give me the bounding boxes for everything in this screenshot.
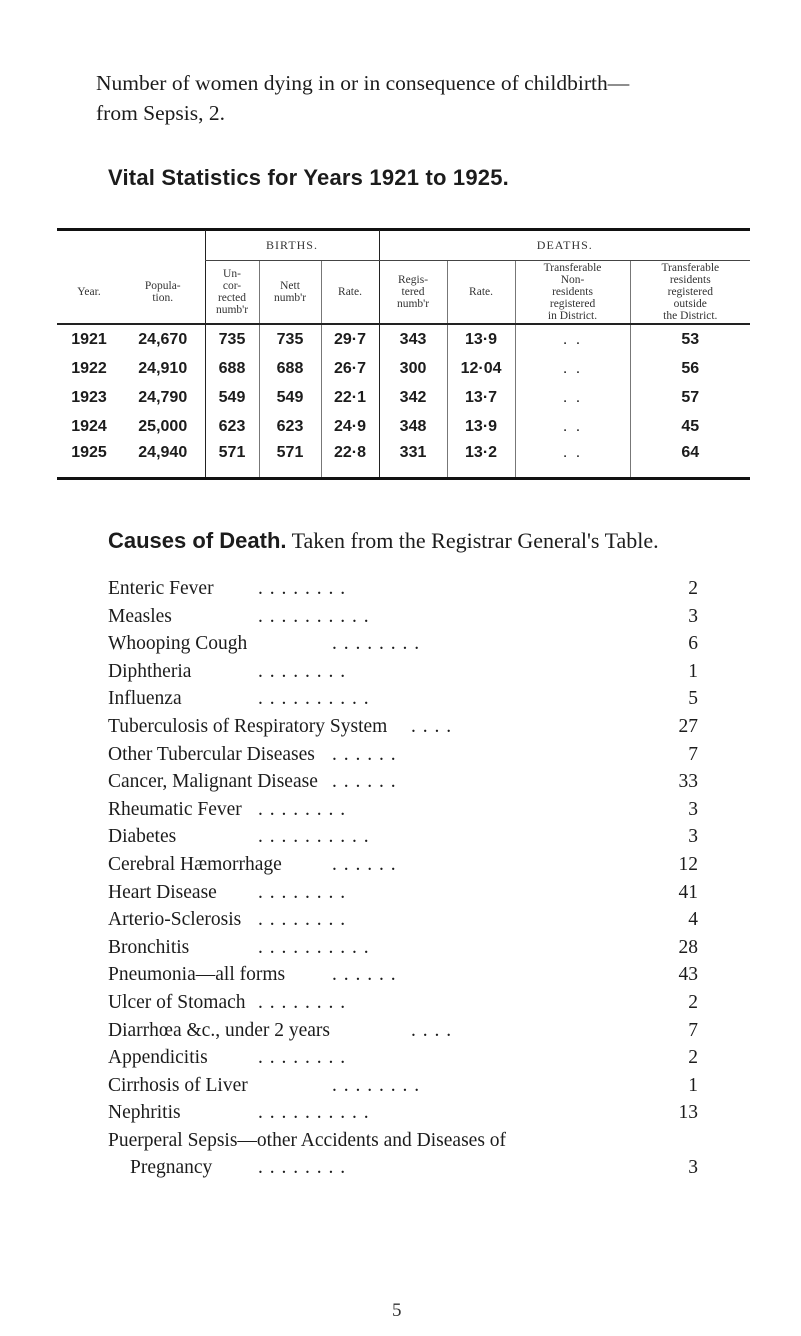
uncorrected-births-cell: 623 [205, 412, 259, 441]
cause-count: 3 [688, 826, 698, 848]
cause-name: Cirrhosis of Liver [108, 1074, 248, 1096]
table-row [57, 383, 750, 412]
cause-leader-dots: . . . . . . . . [258, 1157, 347, 1179]
birth-rate-cell: 29·7 [321, 324, 379, 354]
col-registered-header: Regis- tered numb'r [379, 261, 447, 325]
nett-births-cell: 549 [259, 383, 321, 412]
cause-count: 6 [688, 633, 698, 655]
page-number: 5 [392, 1300, 402, 1321]
cause-leader-dots: . . . . . . . . . . [258, 688, 370, 710]
cause-count: 27 [678, 715, 698, 737]
uncorrected-births-cell: 688 [205, 354, 259, 383]
registered-deaths-cell: 342 [379, 383, 447, 412]
cause-name: Bronchitis [108, 936, 190, 958]
list-item [108, 713, 708, 741]
list-item [108, 879, 708, 907]
population-cell: 25,000 [138, 417, 188, 435]
death-rate-cell: 13·9 [447, 324, 515, 354]
death-rate-cell: 13·2 [447, 441, 515, 479]
year-cell: 1924 [71, 417, 107, 435]
cause-name: Cancer, Malignant Disease [108, 771, 318, 793]
causes-title-bold: Causes of Death. [108, 528, 287, 553]
cause-count: 5 [688, 688, 698, 710]
intro-line-1: Number of women dying in or in consequence of childbirth— [96, 71, 630, 95]
registered-deaths-cell: 300 [379, 354, 447, 383]
col-non-residents-header: Transferable Non- residents registered in District. [515, 261, 630, 325]
cause-name: Influenza [108, 688, 182, 710]
residents-outside-cell: 45 [630, 412, 750, 441]
col-uncorrected-header: Un- cor- rected numb'r [205, 261, 259, 325]
list-item [108, 906, 708, 934]
birth-rate-cell: 24·9 [321, 412, 379, 441]
residents-outside-cell: 56 [630, 354, 750, 383]
cause-count: 41 [678, 881, 698, 903]
table-row [57, 354, 750, 383]
list-item [108, 685, 708, 713]
cause-leader-dots: . . . . . . [332, 743, 397, 765]
col-death-rate-header: Rate. [447, 261, 515, 325]
table-row [57, 412, 750, 441]
registered-deaths-cell: 331 [379, 441, 447, 479]
cause-leader-dots: . . . . . . [332, 964, 397, 986]
births-group-header: BIRTHS. [205, 230, 379, 261]
cause-count: 1 [688, 660, 698, 682]
cause-name: Nephritis [108, 1102, 181, 1124]
population-cell: 24,670 [138, 330, 188, 348]
cause-leader-dots: . . . . . . . . [258, 798, 347, 820]
deaths-group-header: DEATHS. [379, 230, 750, 261]
list-item [108, 823, 708, 851]
cause-leader-dots: . . . . . . . . [258, 1047, 347, 1069]
non-residents-cell: . . [515, 441, 630, 479]
col-population-header: Popula- tion. [121, 261, 205, 325]
cause-name: Measles [108, 605, 172, 627]
list-item [108, 1072, 708, 1100]
cause-leader-dots: . . . . [411, 1019, 453, 1041]
cause-leader-dots: . . . . . . . . [258, 991, 347, 1013]
cause-name: Cerebral Hæmorrhage [108, 853, 282, 875]
cause-count: 2 [688, 578, 698, 599]
list-item [108, 989, 708, 1017]
list-item [108, 1044, 708, 1072]
cause-count: 2 [688, 991, 698, 1013]
non-residents-cell: . . [515, 383, 630, 412]
cause-name: Appendicitis [108, 1047, 208, 1069]
cause-name: Whooping Cough [108, 633, 248, 655]
uncorrected-births-cell: 735 [205, 324, 259, 354]
cause-name: Other Tubercular Diseases [108, 743, 315, 765]
table-row [57, 324, 750, 354]
non-residents-cell: . . [515, 412, 630, 441]
registered-deaths-cell: 348 [379, 412, 447, 441]
intro-line-2: from Sepsis, 2. [96, 101, 225, 125]
residents-outside-cell: 57 [630, 383, 750, 412]
cause-name: Diphtheria [108, 660, 192, 682]
cause-count: 33 [678, 771, 698, 793]
cause-leader-dots: . . . . . . . . . . [258, 826, 370, 848]
list-item [108, 575, 708, 603]
col-birth-rate-header: Rate. [321, 261, 379, 325]
intro-paragraph [96, 68, 776, 128]
cause-leader-dots: . . . . . . . . [258, 909, 347, 931]
birth-rate-cell: 22·1 [321, 383, 379, 412]
nett-births-cell: 623 [259, 412, 321, 441]
cause-name-continued: Pregnancy [130, 1157, 213, 1179]
nett-births-cell: 688 [259, 354, 321, 383]
col-year-header: Year. [57, 261, 121, 325]
cause-name: Arterio-Sclerosis [108, 909, 242, 931]
cause-name: Diabetes [108, 826, 177, 848]
year-cell: 1922 [71, 359, 107, 377]
cause-leader-dots: . . . . . . [332, 771, 397, 793]
cause-count: 3 [688, 605, 698, 627]
cause-name: Ulcer of Stomach [108, 991, 246, 1013]
table-row [57, 441, 750, 479]
birth-rate-cell: 22·8 [321, 441, 379, 479]
cause-name: Tuberculosis of Respiratory System [108, 715, 388, 737]
cause-leader-dots: . . . . . . . . [258, 660, 347, 682]
list-item [108, 630, 708, 658]
cause-count: 13 [678, 1102, 698, 1124]
cause-count: 3 [688, 798, 698, 820]
death-rate-cell: 13·7 [447, 383, 515, 412]
list-item [108, 1099, 708, 1127]
cause-name: Heart Disease [108, 881, 217, 903]
list-item [108, 934, 708, 962]
uncorrected-births-cell: 549 [205, 383, 259, 412]
cause-leader-dots: . . . . . . [332, 853, 397, 875]
cause-count: 7 [688, 1019, 698, 1041]
list-item [108, 851, 708, 879]
registered-deaths-cell: 343 [379, 324, 447, 354]
uncorrected-births-cell: 571 [205, 441, 259, 479]
cause-name: Diarrhœa &c., under 2 years [108, 1019, 330, 1041]
year-cell: 1923 [71, 388, 107, 406]
table-group-header [57, 230, 750, 261]
cause-name: Rheumatic Fever [108, 798, 242, 820]
cause-count: 2 [688, 1047, 698, 1069]
list-item [108, 1127, 708, 1182]
list-item [108, 603, 708, 631]
non-residents-cell: . . [515, 324, 630, 354]
death-rate-cell: 13·9 [447, 412, 515, 441]
cause-count: 7 [688, 743, 698, 765]
col-nett-header: Nett numb'r [259, 261, 321, 325]
list-item [108, 741, 708, 769]
population-cell: 24,910 [138, 359, 188, 377]
year-cell: 1921 [71, 330, 107, 348]
list-item [108, 1017, 708, 1045]
list-item [108, 796, 708, 824]
death-rate-cell: 12·04 [447, 354, 515, 383]
vital-statistics-title: Vital Statistics for Years 1921 to 1925. [108, 165, 509, 190]
cause-leader-dots: . . . . . . . . . . [258, 1102, 370, 1124]
table-column-header [57, 261, 750, 325]
year-cell: 1925 [57, 441, 121, 479]
cause-leader-dots: . . . . . . . . [258, 578, 347, 599]
causes-of-death-list [108, 575, 708, 1182]
vital-statistics-table [57, 230, 750, 480]
population-cell: 24,940 [121, 441, 205, 479]
cause-count: 4 [688, 909, 698, 931]
list-item [108, 961, 708, 989]
cause-leader-dots: . . . . . . . . . . [258, 605, 370, 627]
residents-outside-cell: 64 [630, 441, 750, 479]
cause-leader-dots: . . . . [411, 715, 453, 737]
col-residents-outside-header: Transferable residents registered outside the District. [630, 261, 750, 325]
cause-leader-dots: . . . . . . . . [258, 881, 347, 903]
birth-rate-cell: 26·7 [321, 354, 379, 383]
cause-leader-dots: . . . . . . . . [332, 1074, 421, 1096]
cause-name: Enteric Fever [108, 578, 214, 599]
causes-of-death-title [108, 528, 659, 554]
list-item [108, 658, 708, 686]
population-cell: 24,790 [138, 388, 188, 406]
cause-leader-dots: . . . . . . . . . . [258, 936, 370, 958]
cause-count: 3 [688, 1157, 698, 1179]
cause-count: 28 [678, 936, 698, 958]
cause-count: 43 [678, 964, 698, 986]
causes-title-rest: Taken from the Registrar General's Table. [291, 528, 659, 553]
non-residents-cell: . . [515, 354, 630, 383]
cause-leader-dots: . . . . . . . . [332, 633, 421, 655]
cause-count: 12 [678, 853, 698, 875]
nett-births-cell: 735 [259, 324, 321, 354]
residents-outside-cell: 53 [630, 324, 750, 354]
nett-births-cell: 571 [259, 441, 321, 479]
cause-name: Pneumonia—all forms [108, 964, 286, 986]
list-item [108, 768, 708, 796]
cause-count: 1 [688, 1074, 698, 1096]
cause-name: Puerperal Sepsis—other Accidents and Diseases of [108, 1129, 507, 1151]
